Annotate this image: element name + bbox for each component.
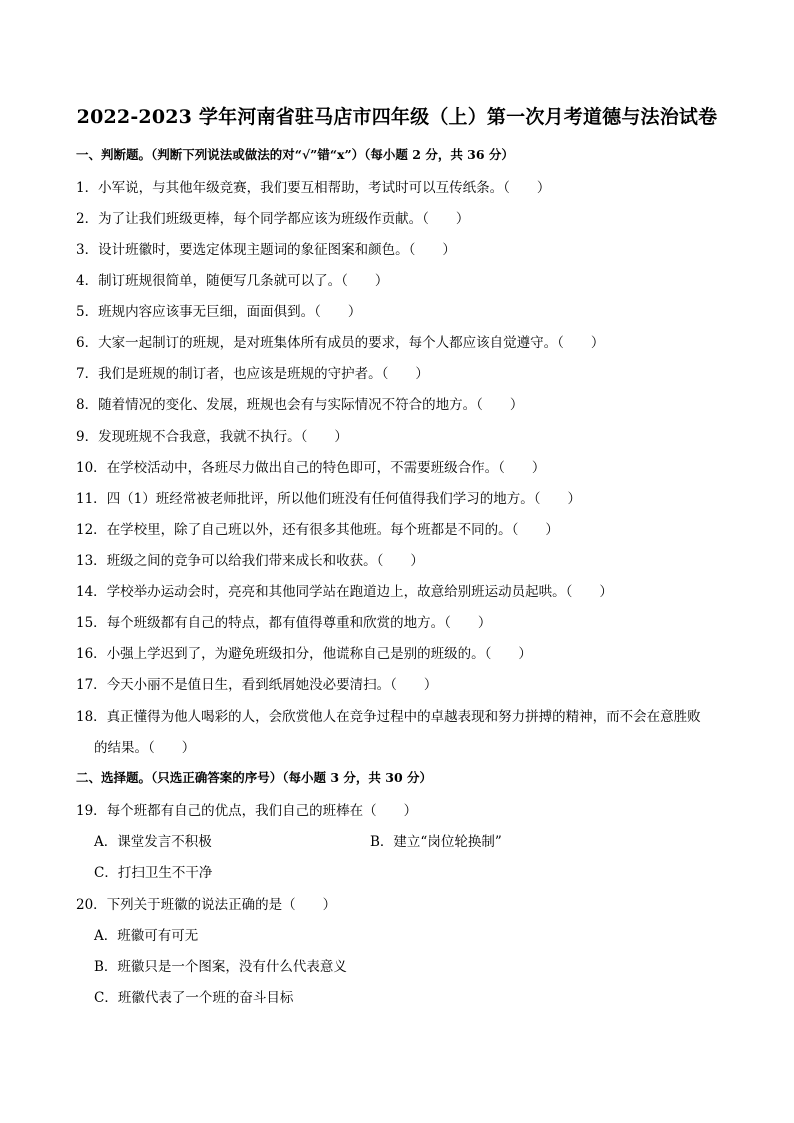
option-text: 打扫卫生不干净 — [117, 865, 213, 881]
question-8 — [76, 393, 523, 413]
option-text: 班徽只是一个图案，没有什么代表意义 — [117, 959, 347, 975]
question-number: 16． — [76, 646, 107, 662]
question-2 — [76, 207, 469, 227]
option-label: C． — [94, 865, 118, 881]
question-16 — [76, 642, 532, 662]
option-20-c — [94, 986, 293, 1006]
question-text: 在学校活动中，各班尽力做出自己的特色即可，不需要班级合作。（ ） — [106, 460, 546, 476]
option-text: 建立“岗位轮换制” — [393, 834, 502, 850]
question-10 — [76, 456, 545, 476]
question-text: 小强上学迟到了，为避免班级扣分，他谎称自己是别的班级的。（ ） — [106, 646, 532, 662]
question-number: 17． — [76, 677, 107, 693]
option-19-a — [94, 830, 212, 850]
option-19-c — [94, 861, 212, 881]
question-text: 班级之间的竞争可以给我们带来成长和收获。（ ） — [106, 553, 424, 569]
question-number: 5． — [76, 304, 99, 320]
option-label: A． — [94, 834, 118, 850]
question-1 — [76, 176, 550, 196]
question-9 — [76, 425, 348, 445]
question-number: 13． — [76, 553, 107, 569]
option-label: C． — [94, 990, 118, 1006]
option-20-a — [94, 924, 198, 944]
question-20 — [76, 893, 336, 913]
question-17 — [76, 673, 437, 693]
question-text: 下列关于班徽的说法正确的是（ ） — [106, 897, 337, 913]
question-text: 设计班徽时，要选定体现主题词的象征图案和颜色。（ ） — [98, 242, 456, 258]
question-text: 班规内容应该事无巨细，面面俱到。（ ） — [98, 304, 362, 320]
section-heading-choice: 二、选择题。（只选正确答案的序号）（每小题 3 分，共 30 分） — [76, 770, 433, 785]
option-label: B． — [94, 959, 118, 975]
question-14 — [76, 580, 613, 600]
question-number: 12． — [76, 522, 107, 538]
question-number: 14． — [76, 584, 107, 600]
question-12 — [76, 518, 559, 538]
question-number: 9． — [76, 429, 99, 445]
question-4 — [76, 269, 388, 289]
question-number: 6． — [76, 335, 99, 351]
question-11 — [76, 487, 581, 507]
question-15 — [76, 611, 491, 631]
question-text: 小军说，与其他年级竞赛，我们要互相帮助，考试时可以互传纸条。（ ） — [98, 180, 551, 196]
question-text: 发现班规不合我意，我就不执行。（ ） — [98, 429, 348, 445]
option-label: B． — [370, 834, 394, 850]
question-13 — [76, 549, 424, 569]
question-number: 2． — [76, 211, 99, 227]
question-text: 真正懂得为他人喝彩的人，会欣赏他人在竞争过程中的卓越表现和努力拼搏的精神，而不会在意胜败 — [106, 709, 701, 725]
question-number: 3． — [76, 242, 99, 258]
question-7 — [76, 362, 429, 382]
question-text: 在学校里，除了自己班以外，还有很多其他班。每个班都是不同的。（ ） — [106, 522, 559, 538]
question-number: 20． — [76, 897, 107, 913]
option-text: 班徽可有可无 — [117, 928, 199, 944]
question-text: 随着情况的变化、发展，班规也会有与实际情况不符合的地方。（ ） — [98, 397, 524, 413]
question-number: 18． — [76, 709, 107, 725]
question-text: 为了让我们班级更棒，每个同学都应该为班级作贡献。（ ） — [98, 211, 470, 227]
option-text: 课堂发言不积极 — [117, 834, 212, 850]
question-number: 19． — [76, 803, 107, 819]
option-19-b — [370, 830, 502, 850]
section-heading-judgement: 一、判断题。（判断下列说法或做法的对“√”错“x”）（每小题 2 分，共 36 分） — [76, 147, 514, 162]
question-18-continuation: 的结果。（ ） — [94, 740, 196, 756]
question-number: 1． — [76, 180, 99, 196]
question-number: 10． — [76, 460, 107, 476]
question-text: 制订班规很简单，随便写几条就可以了。（ ） — [98, 273, 389, 289]
question-6 — [76, 331, 604, 351]
question-text: 每个班都有自己的优点，我们自己的班棒在（ ） — [106, 803, 418, 819]
question-text: 学校举办运动会时，亮亮和其他同学站在跑道边上，故意给别班运动员起哄。（ ） — [106, 584, 613, 600]
question-number: 15． — [76, 615, 107, 631]
exam-title: 2022-2023 学年河南省驻马店市四年级（上）第一次月考道德与法治试卷 — [76, 106, 718, 128]
question-text: 今天小丽不是值日生，看到纸屑她没必要清扫。（ ） — [106, 677, 438, 693]
question-text: 每个班级都有自己的特点，都有值得尊重和欣赏的地方。（ ） — [106, 615, 492, 631]
question-18 — [76, 705, 701, 725]
question-number: 4． — [76, 273, 99, 289]
question-text: 我们是班规的制订者，也应该是班规的守护者。（ ） — [98, 366, 429, 382]
question-number: 7． — [76, 366, 99, 382]
option-20-b — [94, 955, 347, 975]
question-3 — [76, 238, 456, 258]
question-5 — [76, 300, 361, 320]
option-label: A． — [94, 928, 118, 944]
question-text: 四（1）班经常被老师批评，所以他们班没有任何值得我们学习的地方。（ ） — [106, 491, 582, 507]
option-text: 班徽代表了一个班的奋斗目标 — [117, 990, 294, 1006]
question-number: 8． — [76, 397, 99, 413]
question-19 — [76, 799, 417, 819]
question-number: 11． — [76, 491, 107, 507]
question-text: 大家一起制订的班规，是对班集体所有成员的要求，每个人都应该自觉遵守。（ ） — [98, 335, 605, 351]
